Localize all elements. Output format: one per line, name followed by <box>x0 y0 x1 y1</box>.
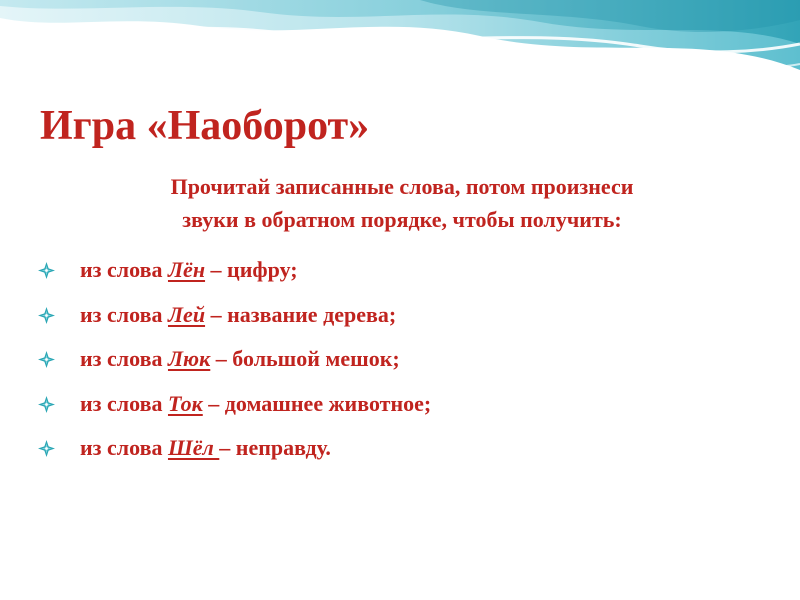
list-item-text: из слова Люк – большой мешок; <box>80 346 400 371</box>
source-word: Ток <box>167 390 203 416</box>
source-word: Люк <box>167 346 211 371</box>
teal-star-bullet-icon <box>38 440 55 457</box>
teal-star-bullet-icon <box>38 351 55 368</box>
teal-star-bullet-icon <box>38 396 55 413</box>
instruction-text <box>52 170 752 236</box>
teal-star-bullet-icon <box>38 262 55 279</box>
instruction-line-1: Прочитай записанные слова, потом произнеси <box>170 174 634 199</box>
slide-title: Игра «Наоборот» <box>40 103 370 149</box>
decorative-wave-header <box>0 0 800 90</box>
source-word: Лей <box>167 301 206 327</box>
list-item-text: из слова Ток – домашнее животное; <box>80 390 432 416</box>
list-item-text: из слова Лён – цифру; <box>80 257 298 282</box>
instruction-line-2: звуки в обратном порядке, чтобы получить: <box>182 207 622 232</box>
list-item-text: из слова Шёл – неправду. <box>80 435 331 460</box>
source-word: Шёл <box>167 435 220 460</box>
teal-star-bullet-icon <box>38 307 55 324</box>
list-item-text: из слова Лей – название дерева; <box>80 301 397 327</box>
source-word: Лён <box>167 257 206 282</box>
